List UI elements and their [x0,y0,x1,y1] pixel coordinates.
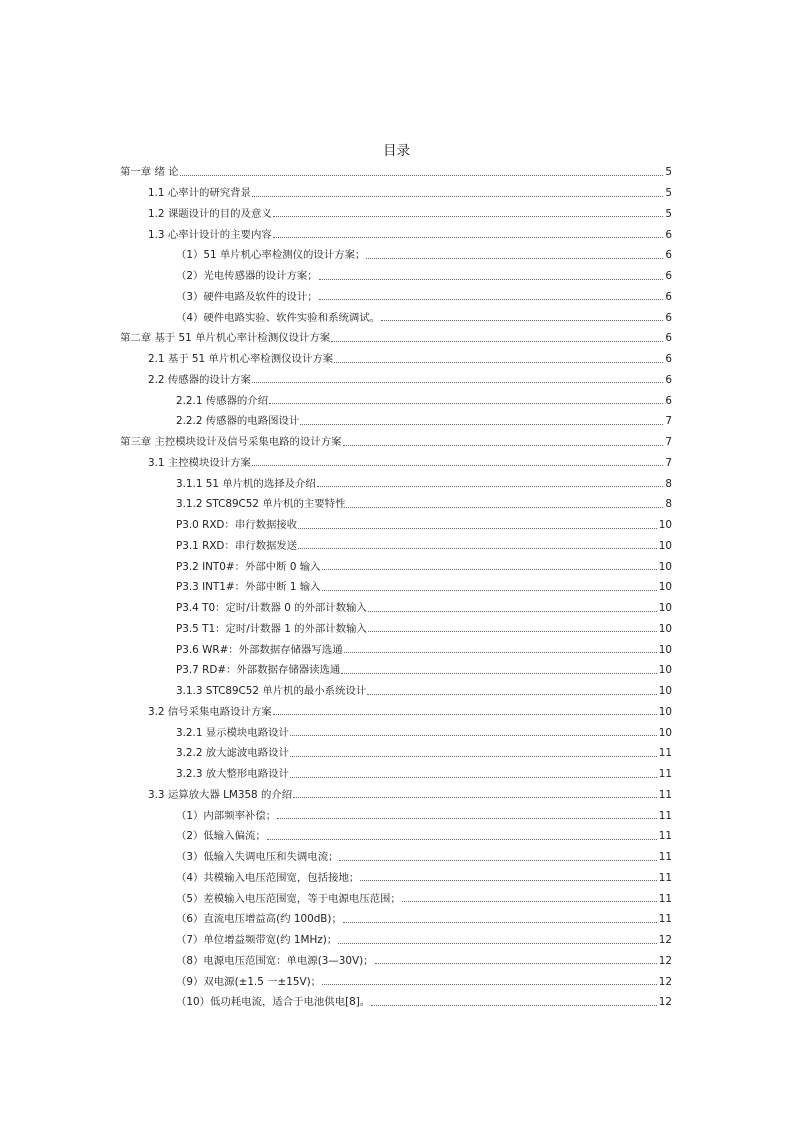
dot-leader [252,196,663,197]
toc-entry[interactable] [120,181,672,202]
dot-leader [343,922,657,923]
toc-entry[interactable] [120,720,672,741]
dot-leader [322,590,657,591]
toc-entry[interactable] [120,886,672,907]
toc-entry[interactable] [120,471,672,492]
dot-leader [375,963,657,964]
toc-entry-label: P3.2 INT0#：外部中断 0 输入 [176,560,321,573]
toc-entry-page-number: 5 [665,207,672,220]
toc-entry-page-number: 10 [658,581,672,594]
toc-entry[interactable] [120,783,672,804]
dot-leader [338,943,657,944]
toc-entry-label: P3.5 T1：定时/计数器 1 的外部计数输入 [176,622,367,635]
dot-leader [300,424,663,425]
toc-entry[interactable] [120,451,672,472]
toc-entry-page-number: 11 [658,871,672,884]
toc-entry-page-number: 6 [665,394,672,407]
toc-entry[interactable] [120,388,672,409]
toc-entry-label: （8）电源电压范围宽：单电源(3—30V)； [176,954,374,967]
toc-entry[interactable] [120,305,672,326]
toc-entry[interactable] [120,243,672,264]
toc-entry-label: 3.3 运算放大器 LM358 的介绍 [148,788,293,801]
dot-leader [402,901,657,902]
toc-entry[interactable] [120,679,672,700]
dot-leader [346,507,663,508]
toc-entry-page-number: 10 [658,622,672,635]
toc-entry[interactable] [120,534,672,555]
toc-entry-label: 3.2.1 显示模块电路设计 [176,726,289,739]
toc-entry-label: （3）低输入失调电压和失调电流； [176,851,339,864]
toc-entry-label: 第二章 基于 51 单片机心率计检测仪设计方案 [120,332,331,345]
dot-leader [360,880,657,881]
toc-entry-page-number: 11 [658,913,672,926]
toc-entry[interactable] [120,554,672,575]
dot-leader [368,631,657,632]
toc-entry-page-number: 10 [658,519,672,532]
dot-leader [267,839,657,840]
toc-entry-page-number: 10 [658,685,672,698]
toc-entry-label: （10）低功耗电流，适合于电池供电[8]。 [176,996,371,1009]
dot-leader [298,528,657,529]
toc-entry-page-number: 10 [658,560,672,573]
toc-entry-page-number: 5 [665,187,672,200]
toc-entry-page-number: 6 [665,290,672,303]
toc-entry-page-number: 12 [658,975,672,988]
toc-entry-page-number: 6 [665,270,672,283]
toc-entry[interactable] [120,928,672,949]
toc-entry[interactable] [120,969,672,990]
toc-entry[interactable] [120,264,672,285]
toc-entry-page-number: 11 [658,768,672,781]
toc-entry-label: （1）51 单片机心率检测仪的设计方案； [176,249,366,262]
toc-entry-label: 1.1 心率计的研究背景 [148,187,251,200]
toc-entry[interactable] [120,409,672,430]
toc-entry-page-number: 6 [665,228,672,241]
toc-entry-label: （3）硬件电路及软件的设计； [176,290,318,303]
toc-entry[interactable] [120,513,672,534]
toc-entry-label: （2）低输入偏流； [176,830,266,843]
toc-entry-page-number: 7 [665,456,672,469]
toc-entry[interactable] [120,658,672,679]
toc-entry[interactable] [120,326,672,347]
toc-entry[interactable] [120,368,672,389]
toc-entry-page-number: 12 [658,934,672,947]
toc-entry-label: 3.1.3 STC89C52 单片机的最小系统设计 [176,685,367,698]
toc-entry-page-number: 8 [665,498,672,511]
toc-entry-label: （4）共模输入电压范围宽，包括接地； [176,871,360,884]
toc-entry-label: 3.1.2 STC89C52 单片机的主要特性 [176,498,346,511]
toc-entry[interactable] [120,845,672,866]
toc-entry-page-number: 11 [658,747,672,760]
toc-entry[interactable] [120,285,672,306]
dot-leader [277,818,657,819]
toc-entry-page-number: 11 [658,892,672,905]
toc-entry[interactable] [120,222,672,243]
toc-entry[interactable] [120,824,672,845]
toc-title: 目录 [383,143,410,159]
dot-leader [293,797,657,798]
toc-entry-label: （2）光电传感器的设计方案； [176,270,318,283]
dot-leader [319,279,664,280]
toc-entry-label: 第一章 绪 论 [120,166,179,179]
toc-entry-page-number: 11 [658,851,672,864]
dot-leader [319,299,664,300]
toc-entry-page-number: 11 [658,830,672,843]
toc-entry-page-number: 11 [658,788,672,801]
toc-entry-label: 3.1.1 51 单片机的选择及介绍 [176,477,316,490]
toc-entry[interactable] [120,575,672,596]
toc-entry-label: （4）硬件电路实验、软件实验和系统调试。 [176,311,381,324]
toc-entry-page-number: 5 [665,166,672,179]
table-of-contents [120,160,672,1011]
dot-leader [368,611,657,612]
toc-entry-label: 2.2.2 传感器的电路图设计 [176,415,300,428]
toc-entry[interactable] [120,990,672,1011]
toc-entry-page-number: 7 [665,415,672,428]
dot-leader [180,175,664,176]
toc-entry[interactable] [120,637,672,658]
dot-leader [290,777,657,778]
toc-entry-label: 2.2 传感器的设计方案 [148,373,251,386]
toc-entry[interactable] [120,596,672,617]
toc-entry-page-number: 10 [658,705,672,718]
dot-leader [331,341,663,342]
dot-leader [290,756,657,757]
toc-entry-page-number: 6 [665,373,672,386]
dot-leader [273,714,657,715]
toc-entry-label: （6）直流电压增益高(约 100dB)； [176,913,342,926]
toc-entry-label: P3.1 RXD：串行数据发送 [176,539,298,552]
toc-entry-label: （7）单位增益频带宽(约 1MHz)； [176,934,338,947]
toc-entry[interactable] [120,430,672,451]
dot-leader [252,465,663,466]
toc-entry[interactable] [120,617,672,638]
dot-leader [273,237,664,238]
toc-entry-label: 2.2.1 传感器的介绍 [176,394,269,407]
dot-leader [273,216,664,217]
dot-leader [341,673,656,674]
dot-leader [334,362,663,363]
toc-entry-page-number: 12 [658,996,672,1009]
toc-entry-label: 第三章 主控模块设计及信号采集电路的设计方案 [120,436,342,449]
toc-entry-label: P3.7 RD#：外部数据存储器读选通 [176,664,341,677]
toc-entry-label: P3.3 INT1#：外部中断 1 输入 [176,581,321,594]
toc-entry-label: P3.4 T0：定时/计数器 0 的外部计数输入 [176,602,367,615]
dot-leader [269,403,663,404]
toc-entry-label: 3.2 信号采集电路设计方案 [148,705,272,718]
toc-entry-label: P3.0 RXD：串行数据接收 [176,519,298,532]
dot-leader [339,860,656,861]
toc-entry[interactable] [120,803,672,824]
toc-entry-page-number: 10 [658,602,672,615]
dot-leader [317,486,664,487]
dot-leader [371,1005,657,1006]
toc-entry-page-number: 10 [658,664,672,677]
dot-leader [322,569,657,570]
toc-entry-page-number: 6 [665,353,672,366]
toc-entry-page-number: 6 [665,249,672,262]
dot-leader [290,735,657,736]
toc-entry[interactable] [120,949,672,970]
toc-entry-label: 1.3 心率计设计的主要内容 [148,228,272,241]
toc-entry-page-number: 8 [665,477,672,490]
toc-entry-label: （5）差模输入电压范围宽，等于电源电压范围； [176,892,401,905]
toc-entry-page-number: 7 [665,436,672,449]
dot-leader [298,548,657,549]
dot-leader [344,652,657,653]
toc-entry[interactable] [120,347,672,368]
toc-entry-label: （9）双电源(±1.5 一±15V)； [176,975,322,988]
toc-entry-label: P3.6 WR#：外部数据存储器写选通 [176,643,343,656]
toc-entry[interactable] [120,160,672,181]
dot-leader [367,694,657,695]
toc-entry-label: 3.2.2 放大滤波电路设计 [176,747,289,760]
toc-entry-label: 2.1 基于 51 单片机心率检测仪设计方案 [148,353,334,366]
dot-leader [322,984,657,985]
toc-entry[interactable] [120,762,672,783]
toc-entry-page-number: 10 [658,643,672,656]
dot-leader [343,445,664,446]
toc-entry[interactable] [120,907,672,928]
dot-leader [252,382,663,383]
toc-entry-page-number: 10 [658,726,672,739]
toc-entry-label: 3.1 主控模块设计方案 [148,456,251,469]
dot-leader [366,258,663,259]
toc-entry-page-number: 12 [658,954,672,967]
toc-entry[interactable] [120,492,672,513]
toc-entry-label: 3.2.3 放大整形电路设计 [176,768,289,781]
toc-entry[interactable] [120,866,672,887]
toc-entry[interactable] [120,202,672,223]
dot-leader [381,320,663,321]
toc-entry-page-number: 10 [658,539,672,552]
toc-entry-page-number: 6 [665,332,672,345]
toc-entry[interactable] [120,700,672,721]
toc-entry-page-number: 11 [658,809,672,822]
toc-entry-page-number: 6 [665,311,672,324]
toc-entry[interactable] [120,741,672,762]
toc-entry-label: 1.2 课题设计的目的及意义 [148,207,272,220]
toc-entry-label: （1）内部频率补偿； [176,809,277,822]
